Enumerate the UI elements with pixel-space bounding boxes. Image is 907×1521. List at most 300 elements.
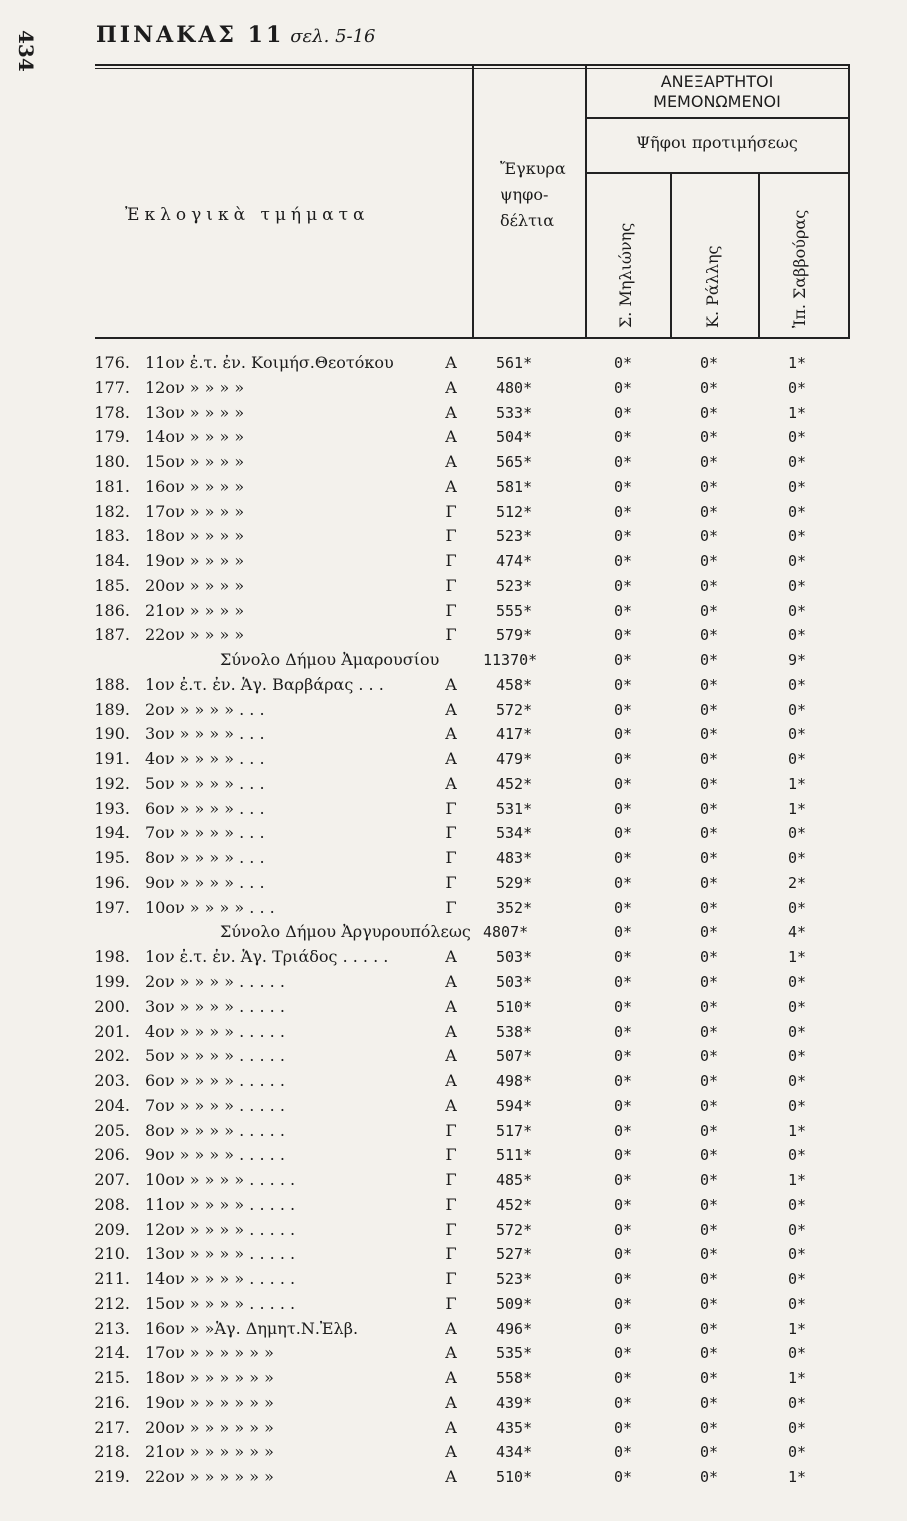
zone-cell: Α: [445, 452, 457, 472]
polling-station-label: 4ον » » » » . . . . .: [145, 1021, 285, 1041]
row-number: 206.: [94, 1145, 130, 1165]
mylionis-votes-cell: 0*: [614, 1245, 633, 1264]
rallis-votes-cell: 0*: [700, 1121, 719, 1140]
preference-header: Ψῆφοι προτιμήσεως: [636, 133, 798, 152]
rallis-votes-cell: 0*: [700, 1047, 719, 1066]
row-number: 217.: [94, 1417, 130, 1437]
valid-ballots-cell: 512*: [496, 502, 533, 521]
valid-ballots-cell: 529*: [496, 873, 533, 892]
row-number: 184.: [94, 551, 130, 571]
table-row: [0, 698, 907, 722]
valid-ballots-cell: 538*: [496, 1022, 533, 1041]
savvouras-votes-cell: 0*: [788, 453, 807, 472]
savvouras-votes-cell: 0*: [788, 477, 807, 496]
table-row: [0, 797, 907, 821]
polling-station-label: 19ον » » » »: [145, 551, 245, 571]
rallis-votes-cell: 0*: [700, 527, 719, 546]
polling-station-label: 20ον » » » » » »: [145, 1417, 274, 1437]
valid-ballots-cell: 523*: [496, 1270, 533, 1289]
rallis-votes-cell: 0*: [700, 675, 719, 694]
mylionis-votes-cell: 0*: [614, 1418, 633, 1437]
rallis-votes-cell: 0*: [700, 948, 719, 967]
subtitle-text: σελ. 5-16: [290, 26, 376, 47]
candidate-2-header: Κ. Ράλλης: [703, 245, 722, 328]
polling-station-label: 1ον ἐ.τ. ἐν. Ἁγ. Βαρβάρας . . .: [145, 674, 384, 694]
savvouras-votes-cell: 0*: [788, 527, 807, 546]
zone-cell: Α: [445, 947, 457, 967]
rallis-votes-cell: 0*: [700, 1171, 719, 1190]
valid-ballots-cell: 523*: [496, 527, 533, 546]
mylionis-votes-cell: 0*: [614, 1369, 633, 1388]
polling-station-label: 14ον » » » »: [145, 427, 245, 447]
savvouras-votes-cell: 0*: [788, 576, 807, 595]
savvouras-votes-cell: 0*: [788, 378, 807, 397]
table-row: [0, 599, 907, 623]
rallis-votes-cell: 0*: [700, 725, 719, 744]
zone-cell: Α: [445, 1442, 457, 1462]
savvouras-votes-cell: 0*: [788, 1047, 807, 1066]
zone-cell: Γ: [445, 823, 457, 843]
row-number: 193.: [94, 798, 130, 818]
savvouras-votes-cell: 0*: [788, 428, 807, 447]
rallis-votes-cell: 0*: [700, 477, 719, 496]
table-row: [0, 1193, 907, 1217]
savvouras-votes-cell: 0*: [788, 1294, 807, 1313]
valid-ballots-cell: 533*: [496, 403, 533, 422]
zone-cell: Γ: [445, 600, 457, 620]
table-row: [0, 1218, 907, 1242]
row-number: 176.: [94, 353, 130, 372]
table-row: [0, 1317, 907, 1341]
row-number: 191.: [94, 749, 130, 769]
mylionis-votes-cell: 0*: [614, 1146, 633, 1165]
row-number: 207.: [94, 1170, 130, 1190]
rallis-votes-cell: 0*: [700, 849, 719, 868]
savvouras-votes-cell: 1*: [788, 1121, 807, 1140]
mylionis-votes-cell: 0*: [614, 1047, 633, 1066]
header-divider-4: [758, 172, 760, 338]
savvouras-votes-cell: 0*: [788, 552, 807, 571]
row-number: 201.: [94, 1021, 130, 1041]
table-row: [0, 1341, 907, 1365]
savvouras-votes-cell: 0*: [788, 898, 807, 917]
valid-ballots-cell: 579*: [496, 626, 533, 645]
savvouras-votes-cell: 0*: [788, 1146, 807, 1165]
savvouras-votes-cell: 4*: [788, 923, 807, 942]
polling-station-label: 13ον » » » » . . . . .: [145, 1244, 296, 1264]
table-row: [0, 846, 907, 870]
polling-station-label: 19ον » » » » » »: [145, 1392, 274, 1412]
table-row: [0, 1020, 907, 1044]
row-number: 209.: [94, 1219, 130, 1239]
mylionis-votes-cell: 0*: [614, 873, 633, 892]
polling-station-label: 4ον » » » » . . .: [145, 749, 265, 769]
rallis-votes-cell: 0*: [700, 403, 719, 422]
polling-station-label: 17ον » » » »: [145, 501, 245, 521]
mylionis-votes-cell: 0*: [614, 1022, 633, 1041]
savvouras-votes-cell: 1*: [788, 403, 807, 422]
candidate-3-header: Ἰπ. Σαββούρας: [790, 209, 809, 328]
zone-cell: Α: [445, 749, 457, 769]
mylionis-votes-cell: 0*: [614, 1393, 633, 1412]
mylionis-votes-cell: 0*: [614, 1319, 633, 1338]
rallis-votes-cell: 0*: [700, 700, 719, 719]
row-number: 203.: [94, 1071, 130, 1091]
polling-station-label: 16ον » » » »: [145, 476, 245, 496]
mylionis-votes-cell: 0*: [614, 1072, 633, 1091]
table-row: [0, 1044, 907, 1068]
zone-cell: Γ: [445, 551, 457, 571]
mylionis-votes-cell: 0*: [614, 898, 633, 917]
zone-cell: Γ: [445, 1170, 457, 1190]
mylionis-votes-cell: 0*: [614, 997, 633, 1016]
polling-station-label: 21ον » » » »: [145, 600, 245, 620]
zone-cell: Γ: [445, 625, 457, 645]
header-bottom-rule: [95, 337, 850, 339]
rallis-votes-cell: 0*: [700, 1393, 719, 1412]
table-row: [0, 1440, 907, 1464]
row-number: 186.: [94, 600, 130, 620]
row-number: 213.: [94, 1318, 130, 1338]
row-number: 180.: [94, 452, 130, 472]
valid-ballots-cell: 439*: [496, 1393, 533, 1412]
rallis-votes-cell: 0*: [700, 1270, 719, 1289]
rallis-votes-cell: 0*: [700, 1369, 719, 1388]
row-number: 183.: [94, 526, 130, 546]
table-row: [0, 1366, 907, 1390]
total-label: Σύνολο Δήμου Ἀμαρουσίου: [220, 650, 440, 670]
rallis-votes-cell: 0*: [700, 1146, 719, 1165]
savvouras-votes-cell: 1*: [788, 354, 807, 372]
table-row: [0, 673, 907, 697]
table-row: [0, 574, 907, 598]
rallis-votes-cell: 0*: [700, 1072, 719, 1091]
row-number: 194.: [94, 823, 130, 843]
row-number: 214.: [94, 1343, 130, 1363]
valid-ballots-cell: 503*: [496, 973, 533, 991]
polling-station-label: 7ον » » » » . . .: [145, 823, 265, 843]
polling-station-label: 9ον » » » » . . .: [145, 872, 265, 892]
valid-ballots-cell: 523*: [496, 576, 533, 595]
rallis-votes-cell: 0*: [700, 428, 719, 447]
rallis-votes-cell: 0*: [700, 1443, 719, 1462]
polling-station-label: 5ον » » » » . . . . .: [145, 1046, 285, 1066]
mylionis-votes-cell: 0*: [614, 1220, 633, 1239]
mylionis-votes-cell: 0*: [614, 948, 633, 967]
zone-cell: Α: [445, 773, 457, 793]
mylionis-votes-cell: 0*: [614, 428, 633, 447]
polling-station-label: 1ον ἐ.τ. ἐν. Ἁγ. Τριάδος . . . . .: [145, 947, 389, 967]
zone-cell: Γ: [445, 872, 457, 892]
polling-station-label: 10ον » » » » . . . . .: [145, 1170, 296, 1190]
polling-station-label: 18ον » » » »: [145, 526, 245, 546]
zone-cell: Α: [445, 724, 457, 744]
valid-ballots-cell: 4807*: [483, 923, 529, 942]
polling-station-label: 3ον » » » » . . .: [145, 724, 265, 744]
mylionis-votes-cell: 0*: [614, 601, 633, 620]
zone-cell: Γ: [445, 575, 457, 595]
polling-station-label: 22ον » » » »: [145, 625, 245, 645]
mylionis-votes-cell: 0*: [614, 576, 633, 595]
table-row: [0, 945, 907, 969]
rallis-votes-cell: 0*: [700, 1022, 719, 1041]
polling-station-label: 13ον » » » »: [145, 402, 245, 422]
zone-cell: Γ: [445, 1244, 457, 1264]
valid-ballots-cell: 572*: [496, 1220, 533, 1239]
savvouras-votes-cell: 0*: [788, 973, 807, 991]
rallis-votes-cell: 0*: [700, 354, 719, 372]
mylionis-votes-cell: 0*: [614, 626, 633, 645]
row-number: 182.: [94, 501, 130, 521]
row-number: 219.: [94, 1467, 130, 1487]
zone-cell: Α: [445, 1021, 457, 1041]
rallis-votes-cell: 0*: [700, 1418, 719, 1437]
polling-station-label: 2ον » » » » . . . . .: [145, 972, 285, 991]
mylionis-votes-cell: 0*: [614, 1096, 633, 1115]
valid-ballots-cell: 11370*: [483, 651, 538, 670]
savvouras-votes-cell: 0*: [788, 750, 807, 769]
valid-ballots-cell: 458*: [496, 675, 533, 694]
zone-cell: Α: [445, 476, 457, 496]
row-number: 177.: [94, 377, 130, 397]
table-row: [0, 401, 907, 425]
candidate-1-header: Σ. Μηλιώνης: [616, 222, 635, 328]
mylionis-votes-cell: 0*: [614, 1121, 633, 1140]
mylionis-votes-cell: 0*: [614, 403, 633, 422]
zone-cell: Α: [445, 1417, 457, 1437]
row-number: 197.: [94, 897, 130, 917]
valid-ballots-cell: 498*: [496, 1072, 533, 1091]
zone-cell: Α: [445, 1095, 457, 1115]
zone-cell: Γ: [445, 897, 457, 917]
rallis-votes-cell: 0*: [700, 898, 719, 917]
rallis-votes-cell: 0*: [700, 1245, 719, 1264]
polling-station-label: 15ον » » » »: [145, 452, 245, 472]
zone-cell: Α: [445, 1343, 457, 1363]
mylionis-votes-cell: 0*: [614, 923, 633, 942]
savvouras-votes-cell: 1*: [788, 1369, 807, 1388]
table-row: [0, 722, 907, 746]
table-row: [0, 1242, 907, 1266]
valid-ballots-cell: 452*: [496, 774, 533, 793]
table-row: [0, 1119, 907, 1143]
table-row: [0, 747, 907, 771]
row-number: 196.: [94, 872, 130, 892]
polling-station-label: 22ον » » » » » »: [145, 1467, 274, 1487]
mylionis-votes-cell: 0*: [614, 849, 633, 868]
row-number: 211.: [94, 1269, 130, 1289]
rallis-votes-cell: 0*: [700, 873, 719, 892]
valid-ballots-cell: 581*: [496, 477, 533, 496]
table-row: [0, 1416, 907, 1440]
mylionis-votes-cell: 0*: [614, 1344, 633, 1363]
zone-cell: Α: [445, 1467, 457, 1487]
savvouras-votes-cell: 0*: [788, 1270, 807, 1289]
rallis-votes-cell: 0*: [700, 576, 719, 595]
savvouras-votes-cell: 0*: [788, 502, 807, 521]
table-row: [0, 425, 907, 449]
savvouras-votes-cell: 0*: [788, 1418, 807, 1437]
sections-header: Ἐκλογικὰ τμήματα: [125, 205, 370, 225]
table-row: [0, 995, 907, 1019]
mylionis-votes-cell: 0*: [614, 527, 633, 546]
mylionis-votes-cell: 0*: [614, 1270, 633, 1289]
total-row: [0, 648, 907, 672]
savvouras-votes-cell: 0*: [788, 1220, 807, 1239]
savvouras-votes-cell: 0*: [788, 1195, 807, 1214]
zone-cell: Α: [445, 353, 457, 372]
savvouras-votes-cell: 0*: [788, 824, 807, 843]
zone-cell: Γ: [445, 848, 457, 868]
valid-ballots-cell: 510*: [496, 997, 533, 1016]
mylionis-votes-cell: 0*: [614, 502, 633, 521]
rallis-votes-cell: 0*: [700, 1096, 719, 1115]
polling-station-label: 15ον » » » » . . . . .: [145, 1293, 296, 1313]
table-row: [0, 524, 907, 548]
mylionis-votes-cell: 0*: [614, 1294, 633, 1313]
valid-ballots-cell: 480*: [496, 378, 533, 397]
table-row: [0, 1168, 907, 1192]
rallis-votes-cell: 0*: [700, 1195, 719, 1214]
table-row: [0, 896, 907, 920]
polling-station-label: 18ον » » » » » »: [145, 1368, 274, 1388]
table-row: [0, 475, 907, 499]
valid-ballots-cell: 572*: [496, 700, 533, 719]
zone-cell: Γ: [445, 1145, 457, 1165]
polling-station-label: 7ον » » » » . . . . .: [145, 1095, 285, 1115]
valid-ballots-cell: 507*: [496, 1047, 533, 1066]
independents-line-1: ΑΝΕΞΑΡΤΗΤΟΙ: [660, 72, 774, 91]
valid-ballots-cell: 558*: [496, 1369, 533, 1388]
valid-ballots-cell: 517*: [496, 1121, 533, 1140]
valid-ballots-cell: 561*: [496, 354, 533, 372]
rallis-votes-cell: 0*: [700, 378, 719, 397]
rallis-votes-cell: 0*: [700, 1220, 719, 1239]
table-row: [0, 772, 907, 796]
mylionis-votes-cell: 0*: [614, 725, 633, 744]
savvouras-votes-cell: 0*: [788, 1096, 807, 1115]
row-number: 215.: [94, 1368, 130, 1388]
savvouras-votes-cell: 0*: [788, 601, 807, 620]
mylionis-votes-cell: 0*: [614, 378, 633, 397]
rallis-votes-cell: 0*: [700, 502, 719, 521]
title-text: ΠΙΝΑΚΑΣ 11: [96, 22, 285, 48]
savvouras-votes-cell: 0*: [788, 700, 807, 719]
mylionis-votes-cell: 0*: [614, 799, 633, 818]
rallis-votes-cell: 0*: [700, 651, 719, 670]
valid-ballots-cell: 510*: [496, 1468, 533, 1487]
polling-station-label: 16ον » »Ἁγ. Δημητ.Ν.Ἐλβ.: [145, 1318, 359, 1338]
valid-header-line-1: Ἔγκυρα: [500, 159, 566, 178]
rallis-votes-cell: 0*: [700, 774, 719, 793]
mylionis-votes-cell: 0*: [614, 552, 633, 571]
row-number: 204.: [94, 1095, 130, 1115]
mylionis-votes-cell: 0*: [614, 1195, 633, 1214]
table-row: [0, 1292, 907, 1316]
polling-station-label: 14ον » » » » . . . . .: [145, 1269, 296, 1289]
zone-cell: Α: [445, 402, 457, 422]
valid-header-line-3: δέλτια: [500, 211, 554, 230]
rallis-votes-cell: 0*: [700, 750, 719, 769]
rallis-votes-cell: 0*: [700, 552, 719, 571]
table-row: [0, 970, 907, 994]
rallis-votes-cell: 0*: [700, 1319, 719, 1338]
polling-station-label: 10ον » » » » . . .: [145, 897, 275, 917]
row-number: 181.: [94, 476, 130, 496]
zone-cell: Γ: [445, 501, 457, 521]
valid-ballots-cell: 509*: [496, 1294, 533, 1313]
savvouras-votes-cell: 1*: [788, 799, 807, 818]
table-row: [0, 871, 907, 895]
savvouras-votes-cell: 9*: [788, 651, 807, 670]
rallis-votes-cell: 0*: [700, 923, 719, 942]
row-number: 190.: [94, 724, 130, 744]
savvouras-votes-cell: 0*: [788, 1393, 807, 1412]
header-divider-right: [848, 66, 850, 338]
valid-ballots-cell: 474*: [496, 552, 533, 571]
valid-ballots-cell: 511*: [496, 1146, 533, 1165]
savvouras-votes-cell: 0*: [788, 1443, 807, 1462]
savvouras-votes-cell: 2*: [788, 873, 807, 892]
row-number: 179.: [94, 427, 130, 447]
page-title: [96, 22, 376, 48]
rallis-votes-cell: 0*: [700, 1294, 719, 1313]
mylionis-votes-cell: 0*: [614, 750, 633, 769]
valid-header-line-2: ψηφο-: [500, 185, 549, 204]
zone-cell: Γ: [445, 1293, 457, 1313]
row-number: 212.: [94, 1293, 130, 1313]
table-row: [0, 1069, 907, 1093]
mylionis-votes-cell: 0*: [614, 973, 633, 991]
total-row: [0, 920, 907, 944]
row-number: 192.: [94, 773, 130, 793]
row-number: 208.: [94, 1194, 130, 1214]
savvouras-votes-cell: 0*: [788, 626, 807, 645]
savvouras-votes-cell: 0*: [788, 997, 807, 1016]
valid-ballots-cell: 434*: [496, 1443, 533, 1462]
valid-ballots-cell: 527*: [496, 1245, 533, 1264]
mylionis-votes-cell: 0*: [614, 1468, 633, 1487]
valid-ballots-cell: 531*: [496, 799, 533, 818]
row-number: 202.: [94, 1046, 130, 1066]
savvouras-votes-cell: 1*: [788, 948, 807, 967]
header-divider-1: [472, 66, 474, 338]
table-row: [0, 500, 907, 524]
row-number: 189.: [94, 699, 130, 719]
zone-cell: Α: [445, 427, 457, 447]
zone-cell: Γ: [445, 1219, 457, 1239]
rallis-votes-cell: 0*: [700, 1468, 719, 1487]
independents-rule: [585, 117, 848, 119]
mylionis-votes-cell: 0*: [614, 453, 633, 472]
table-row: [0, 376, 907, 400]
zone-cell: Α: [445, 1392, 457, 1412]
valid-ballots-cell: 352*: [496, 898, 533, 917]
polling-station-label: 11ον » » » » . . . . .: [145, 1194, 296, 1214]
table-row: [0, 1143, 907, 1167]
row-number: 198.: [94, 947, 130, 967]
valid-ballots-cell: 504*: [496, 428, 533, 447]
table-row: [0, 1465, 907, 1489]
polling-station-label: 3ον » » » » . . . . .: [145, 996, 285, 1016]
savvouras-votes-cell: 1*: [788, 1171, 807, 1190]
zone-cell: Γ: [445, 526, 457, 546]
mylionis-votes-cell: 0*: [614, 1443, 633, 1462]
polling-station-label: 12ον » » » »: [145, 377, 245, 397]
table-row: [0, 1094, 907, 1118]
row-number: 199.: [94, 972, 130, 991]
table-row: [0, 549, 907, 573]
